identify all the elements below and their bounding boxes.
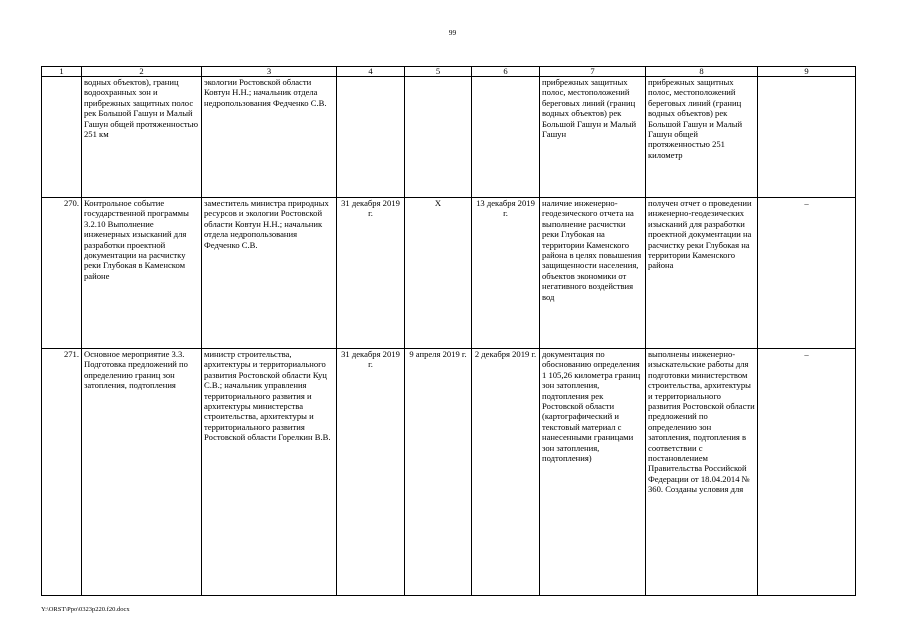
table-row — [42, 349, 856, 596]
table-header-row — [42, 67, 856, 77]
column-number-7: 7 — [540, 67, 646, 77]
column-number-3: 3 — [202, 67, 337, 77]
row-number: 270. — [42, 198, 82, 349]
report-table — [41, 66, 856, 596]
responsible-person: экологии Ростовской области Ковтун Н.Н.; начальник отдела недропользования Федченко С.В. — [202, 77, 337, 198]
column-number-5: 5 — [405, 67, 472, 77]
column-number-9: 9 — [758, 67, 856, 77]
table-row — [42, 77, 856, 198]
note — [758, 77, 856, 198]
column-number-8: 8 — [646, 67, 758, 77]
event-name: водных объектов), границ водоохранных зон и прибрежных защитных полос рек Большой Гашун и Малый Гашун общей протяженностью 251 км — [82, 77, 202, 198]
start-date: 9 апреля 2019 г. — [405, 349, 472, 596]
actual-result: выполнены инженерно-изыскательские работы для подготовки министерством строительства, архитектуры и территориального развития Ростовской области предложений по определению зон затопления, подтопления в соответствии с постановлением Правительства Российской Федерации от 18.04.2014 № 360. Созданы условия для — [646, 349, 758, 596]
column-number-1: 1 — [42, 67, 82, 77]
event-name: Контрольное событие государственной программы 3.2.10 Выполнение инженерных изысканий для разработки проектной документации на расчистку реки Глубокая в Каменском районе — [82, 198, 202, 349]
end-date: 2 декабря 2019 г. — [472, 349, 540, 596]
event-name: Основное мероприятие 3.3. Подготовка предложений по определению границ зон затопления, подтопления — [82, 349, 202, 596]
column-number-2: 2 — [82, 67, 202, 77]
plan-date: 31 декабря 2019 г. — [337, 349, 405, 596]
responsible-person: заместитель министра природных ресурсов и экологии Ростовской области Ковтун Н.Н.; начальник отдела недропользования Федченко С.В. — [202, 198, 337, 349]
start-date — [405, 77, 472, 198]
file-path-footer: Y:\ORST\Ppo\0323p220.f20.docx — [41, 606, 130, 613]
column-number-4: 4 — [337, 67, 405, 77]
actual-result: получен отчет о проведении инженерно-геодезических изысканий для разработки проектной документации на расчистку реки Глубокая на территории Каменского района — [646, 198, 758, 349]
column-number-6: 6 — [472, 67, 540, 77]
row-number: 271. — [42, 349, 82, 596]
end-date: 13 декабря 2019 г. — [472, 198, 540, 349]
expected-result: документация по обоснованию определения 1 105,26 километра границ зон затопления, подтопления рек Ростовской области (картографический и текстовый материал с нанесенными границами зон затопления, подтопления) — [540, 349, 646, 596]
start-date: Х — [405, 198, 472, 349]
plan-date — [337, 77, 405, 198]
actual-result: прибрежных защитных полос, местоположений береговых линий (границ водных объектов) рек Большой Гашун и Малый Гашун общей протяженностью 251 километр — [646, 77, 758, 198]
page-number: 99 — [448, 28, 457, 37]
expected-result: прибрежных защитных полос, местоположений береговых линий (границ водных объектов) рек Большой Гашун и Малый Гашун — [540, 77, 646, 198]
note: – — [758, 198, 856, 349]
end-date — [472, 77, 540, 198]
note: – — [758, 349, 856, 596]
table-row — [42, 198, 856, 349]
row-number — [42, 77, 82, 198]
responsible-person: министр строительства, архитектуры и территориального развития Ростовской области Куц С.В.; начальник управления территориального развития и архитектуры министерства строительства, архитектуры и территориального развития Ростовской области Горелкин В.В. — [202, 349, 337, 596]
plan-date: 31 декабря 2019 г. — [337, 198, 405, 349]
expected-result: наличие инженерно-геодезического отчета на выполнение расчистки реки Глубокая на территории Каменского района в целях повышения защищенности населения, объектов экономики от негативного воздействия вод — [540, 198, 646, 349]
